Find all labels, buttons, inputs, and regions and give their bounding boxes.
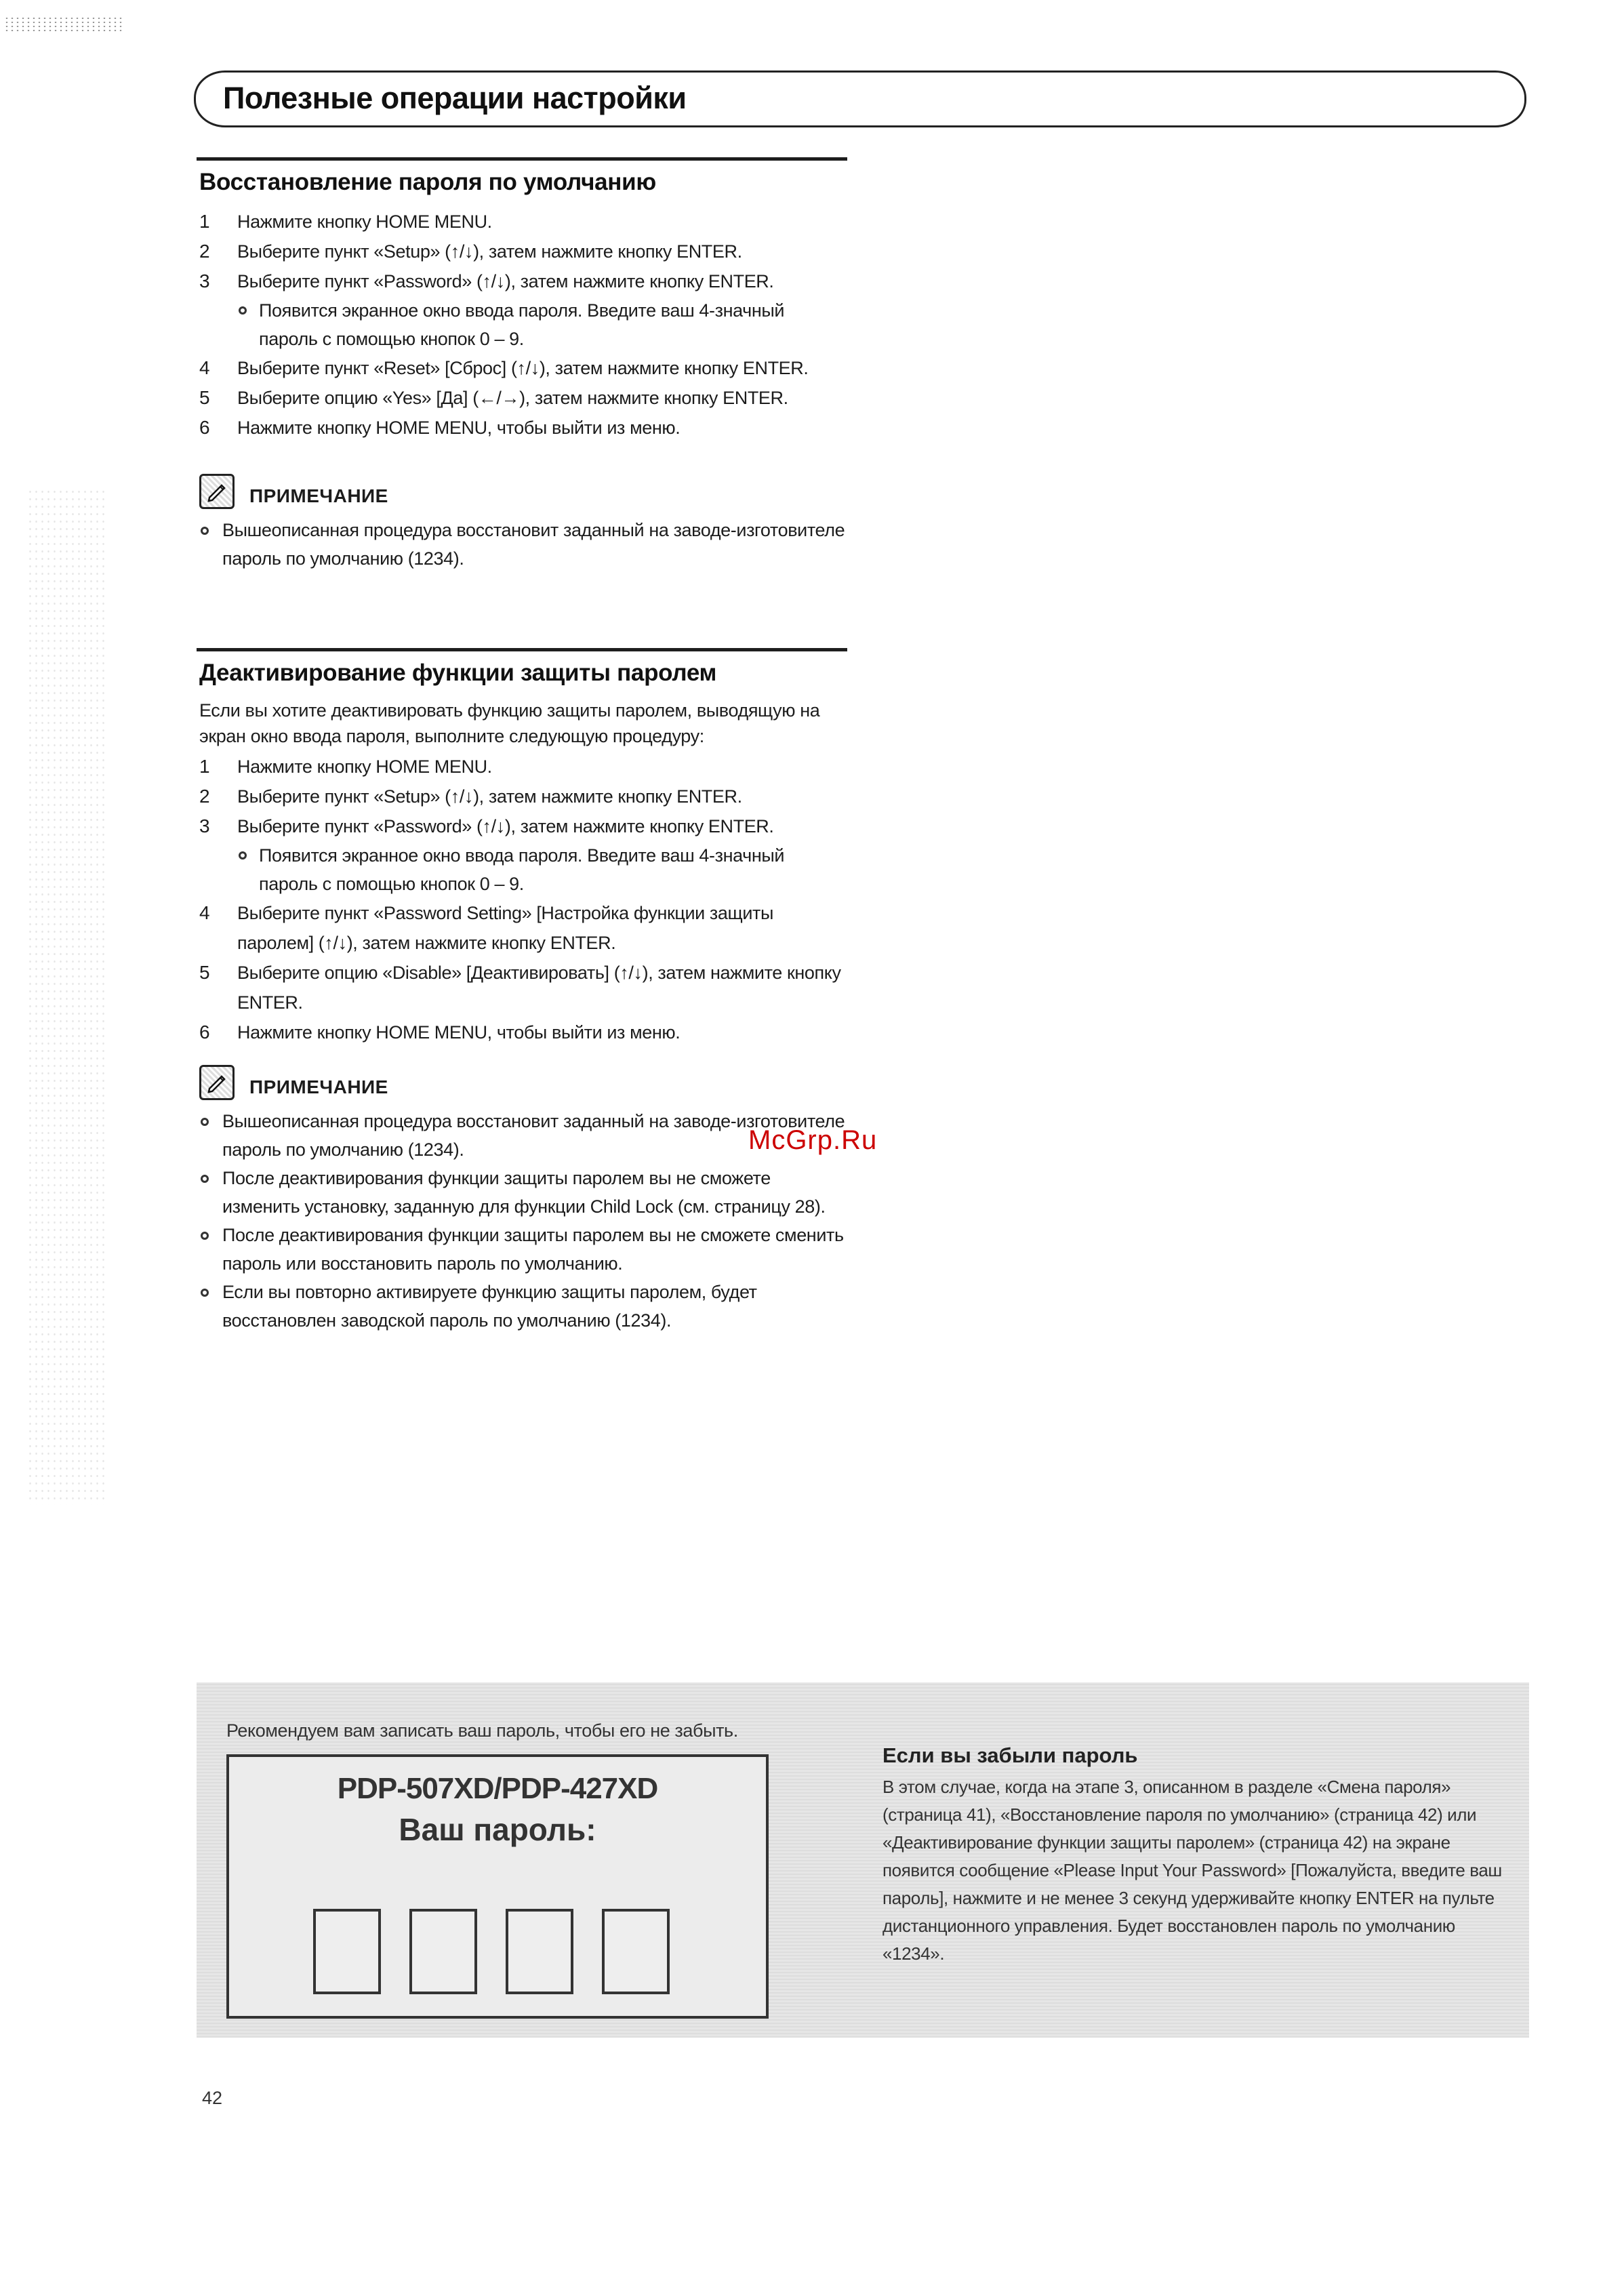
note-label: ПРИМЕЧАНИЕ bbox=[249, 1076, 388, 1097]
note-item: Если вы повторно активируете функцию защиты паролем, будет восстановлен заводской пароль по умолчанию (1234). bbox=[197, 1278, 847, 1335]
page-number: 42 bbox=[202, 2088, 223, 2108]
note-item: Вышеописанная процедура восстановит заданный на заводе-изготовителе пароль по умолчанию (1234). bbox=[197, 516, 847, 573]
step-item: 4 Выберите пункт «Password Setting» [Настройка функции защиты паролем] (↑/↓), затем нажмите кнопку ENTER. bbox=[199, 902, 773, 953]
password-digit-box bbox=[313, 1909, 381, 1994]
password-card bbox=[226, 1754, 769, 2019]
section-rule bbox=[197, 157, 847, 161]
note-list bbox=[197, 516, 847, 573]
forgot-password-info bbox=[882, 1743, 1506, 1968]
note-item: Вышеописанная процедура восстановит заданный на заводе-изготовителе пароль по умолчанию (1234). bbox=[197, 1107, 847, 1164]
password-digit-box bbox=[506, 1909, 573, 1994]
note-pencil-icon bbox=[199, 474, 235, 509]
recommend-text: Рекомендуем вам записать ваш пароль, чтобы его не забыть. bbox=[226, 1720, 738, 1741]
step-list bbox=[197, 207, 847, 443]
step-item: 2 Выберите пункт «Setup» (↑/↓), затем нажмите кнопку ENTER. bbox=[199, 786, 742, 807]
password-label: Ваш пароль: bbox=[399, 1812, 596, 1847]
step-item: 6 Нажмите кнопку HOME MENU, чтобы выйти из меню. bbox=[199, 417, 681, 438]
password-digit-box bbox=[409, 1909, 477, 1994]
step-item: 1 Нажмите кнопку HOME MENU. bbox=[199, 756, 492, 777]
model-name: PDP-507XD/PDP-427XD bbox=[337, 1772, 658, 1805]
password-digit-boxes bbox=[313, 1909, 670, 1994]
note-label: ПРИМЕЧАНИЕ bbox=[249, 485, 388, 506]
note-pencil-icon bbox=[199, 1065, 235, 1100]
watermark-text: McGrp.Ru bbox=[748, 1125, 878, 1155]
step-item: 4 Выберите пункт «Reset» [Сброс] (↑/↓), затем нажмите кнопку ENTER. bbox=[199, 357, 809, 378]
step-item: 2 Выберите пункт «Setup» (↑/↓), затем нажмите кнопку ENTER. bbox=[199, 241, 742, 262]
step-list bbox=[197, 752, 847, 1047]
note-item: После деактивирования функции защиты паролем вы не сможете изменить установку, заданную для функции Child Lock (см. страницу 28). bbox=[197, 1164, 847, 1221]
note-header bbox=[199, 474, 847, 509]
scan-noise bbox=[27, 488, 108, 1505]
step-item: 3 Выберите пункт «Password» (↑/↓), затем нажмите кнопку ENTER. bbox=[199, 270, 774, 291]
page-title: Полезные операции настройки bbox=[223, 81, 687, 115]
step-item: 5 Выберите опцию «Disable» [Деактивировать] (↑/↓), затем нажмите кнопку ENTER. bbox=[199, 962, 841, 1013]
step-item: 6 Нажмите кнопку HOME MENU, чтобы выйти из меню. bbox=[199, 1022, 681, 1043]
step-item: 3 Выберите пункт «Password» (↑/↓), затем нажмите кнопку ENTER. bbox=[199, 815, 774, 836]
section-disable-protection bbox=[197, 648, 847, 1335]
scan-corner-mark bbox=[4, 16, 123, 33]
step-subnote: Появится экранное окно ввода пароля. Введите ваш 4-значный пароль с помощью кнопок 0 – 9. bbox=[197, 841, 847, 898]
step-subnote: Появится экранное окно ввода пароля. Введите ваш 4-значный пароль с помощью кнопок 0 – 9. bbox=[197, 296, 847, 353]
section-intro: Если вы хотите деактивировать функцию защиты паролем, выводящую на экран окно ввода пароля, выполните следующую процедуру: bbox=[199, 700, 820, 746]
forgot-text: В этом случае, когда на этапе 3, описанном в разделе «Смена пароля» (страница 41), «Восстановление пароля по умолчанию» (страница 42) или «Деактивирование функции защиты паролем» (страница 42) на экране появится сообщение «Please Input Your Password» [Пожалуйста, введите ваш пароль], нажмите и не менее 3 секунд удерживайте кнопку ENTER на пульте дистанционного управления. Будет восстановлен пароль по умолчанию «1234». bbox=[882, 1777, 1502, 1964]
forgot-title: Если вы забыли пароль bbox=[882, 1743, 1138, 1767]
section-restore-default bbox=[197, 157, 847, 573]
note-header bbox=[199, 1065, 847, 1100]
note-item: После деактивирования функции защиты паролем вы не сможете сменить пароль или восстановить пароль по умолчанию. bbox=[197, 1221, 847, 1278]
password-memo-panel bbox=[197, 1682, 1529, 2038]
section-rule bbox=[197, 648, 847, 651]
page-header bbox=[194, 70, 1526, 127]
password-digit-box bbox=[602, 1909, 670, 1994]
step-item: 1 Нажмите кнопку HOME MENU. bbox=[199, 211, 492, 232]
section-title: Деактивирование функции защиты паролем bbox=[199, 660, 717, 686]
step-item: 5 Выберите опцию «Yes» [Да] (←/→), затем нажмите кнопку ENTER. bbox=[199, 387, 788, 408]
section-title: Восстановление пароля по умолчанию bbox=[199, 169, 656, 195]
